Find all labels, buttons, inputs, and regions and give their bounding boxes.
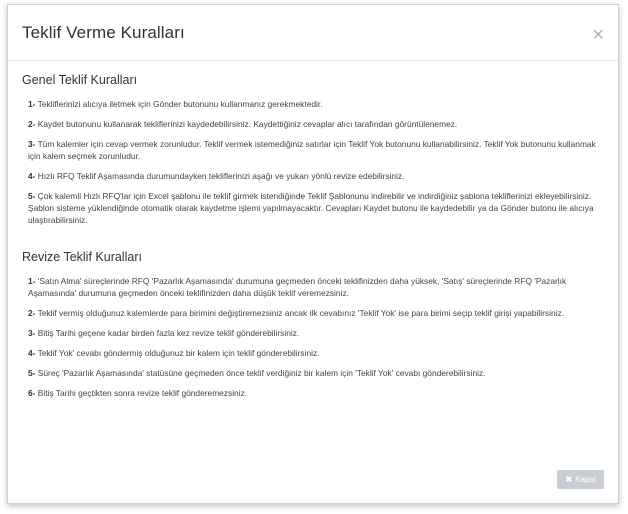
- modal-header: [8, 5, 618, 61]
- general-rules-list: [22, 98, 602, 226]
- list-item: 4- Teklif Yok' cevabı göndermiş olduğunuz bir kalem için teklif gönderebilirsiniz.: [28, 348, 320, 358]
- modal-body: [8, 61, 618, 399]
- list-item: 1- Tekliflerinizi alıcıya iletmek için Gönder butonunu kullanmanız gerekmektedir.: [28, 99, 323, 109]
- modal-footer: [557, 469, 604, 489]
- list-item: 2- Kaydet butonunu kullanarak tekliflerinizi kaydedebilirsiniz. Kaydettiğiniz cevaplar alıcı tarafından görüntülenemez.: [28, 119, 458, 129]
- close-button-label: Kapat: [575, 475, 596, 484]
- list-item: 5- Süreç 'Pazarlık Aşamasında' statüsüne geçmeden önce teklif verdiğiniz bir kalem için 'Teklif Yok' cevabı gönderebilirsiniz.: [28, 368, 486, 378]
- list-item: 2- Teklif vermiş olduğunuz kalemlerde para birimini değiştiremezsiniz ancak ilk cevabınız 'Teklif Yok' ise para birimi seçip teklif girişi yapabilirsiniz.: [28, 308, 565, 318]
- close-button[interactable]: [557, 470, 604, 489]
- close-icon: ✖: [565, 475, 573, 484]
- list-item: 3- Tüm kalemler için cevap vermek zorunludur. Teklif vermek istemediğiniz satırlar için Teklif Yok butonunu kullanabilirsiniz. Teklif Yok butonunu kullanmak için kalem seçmek zorunludur.: [28, 139, 596, 161]
- modal-title: Teklif Verme Kuralları: [22, 22, 185, 42]
- close-icon[interactable]: ×: [592, 23, 604, 46]
- rules-modal: [7, 4, 619, 504]
- revise-rules-title: Revize Teklif Kuralları: [22, 250, 142, 264]
- revise-rules-list: [22, 275, 602, 399]
- list-item: 1- 'Satın Alma' süreçlerinde RFQ 'Pazarlık Aşamasında' durumuna geçmeden önceki teklifinizden daha yüksek, 'Satış' süreçlerinde RFQ 'Pazarlık Aşamasında' durumuna geçmeden önceki teklifinizden daha düşük teklif veremezsiniz.: [28, 276, 567, 298]
- list-item: 4- Hızlı RFQ Teklif Aşamasında durumundayken tekliflerinizi aşağı ve yukarı yönlü revize edebilirsiniz.: [28, 171, 405, 181]
- list-item: 3- Bitiş Tarihi geçene kadar birden fazla kez revize teklif gönderebilirsiniz.: [28, 328, 300, 338]
- general-rules-title: Genel Teklif Kuralları: [22, 73, 138, 87]
- list-item: 5- Çok kalemli Hızlı RFQ'lar için Excel şablonu ile teklif girmek istendiğinde Teklif Şablonunu indirebilir ve indirdiğiniz şablona tekliflerinizi ekleyebilirsiniz. Şablon sisteme yüklendiğinde otomatik olarak kaydetme işlemi yapılmayacaktır. Cevapları Kaydet butonu ile kaydedebilir ya da Gönder butonu ile alıcıya ulaştırabilirsiniz.: [28, 191, 594, 225]
- list-item: 6- Bitiş Tarihi geçtikten sonra revize teklif gönderemezsiniz.: [28, 388, 248, 398]
